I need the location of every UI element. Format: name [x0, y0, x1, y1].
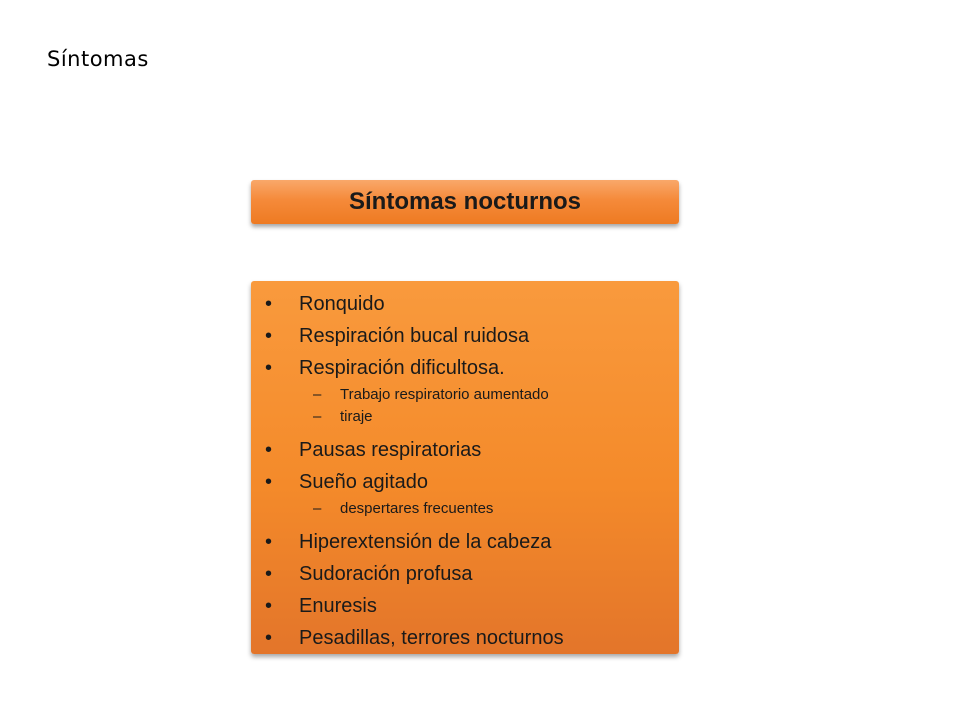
list-item	[251, 558, 679, 590]
list-item-text: Sudoración profusa	[299, 563, 473, 585]
list-item-text: Hiperextensión de la cabeza	[299, 531, 552, 553]
list-item-text: Ronquido	[299, 293, 385, 315]
dash-marker: –	[313, 386, 322, 403]
list-item-text: Pausas respiratorias	[299, 439, 482, 461]
slide-title: Síntomas	[47, 47, 149, 71]
bullet-marker: •	[265, 595, 273, 617]
heading-text: Síntomas nocturnos	[348, 188, 582, 215]
bullet-marker: •	[265, 293, 273, 315]
list-item	[251, 288, 679, 320]
list-item-text: Respiración dificultosa.	[299, 357, 505, 379]
symptom-list	[251, 288, 679, 654]
bullet-marker: •	[265, 471, 273, 493]
list-item	[251, 434, 679, 466]
sub-list-item-text: tiraje	[340, 408, 373, 425]
sub-list-item	[251, 384, 679, 406]
dash-marker: –	[313, 408, 322, 425]
sub-list-item-text: despertares frecuentes	[340, 500, 494, 517]
list-item	[251, 352, 679, 384]
list-item-text: Respiración bucal ruidosa	[299, 325, 530, 347]
bullet-marker: •	[265, 357, 273, 379]
sub-list-item	[251, 498, 679, 520]
sub-list-item-text: Trabajo respiratorio aumentado	[340, 386, 549, 403]
list-item	[251, 526, 679, 558]
list-item-text: Sueño agitado	[299, 471, 429, 493]
list-item-text: Enuresis	[299, 595, 377, 617]
list-item	[251, 622, 679, 654]
heading-box	[251, 180, 679, 224]
symptom-list-box	[251, 281, 679, 654]
dash-marker: –	[313, 500, 322, 517]
sub-list-item	[251, 406, 679, 428]
list-item	[251, 590, 679, 622]
bullet-marker: •	[265, 325, 273, 347]
bullet-marker: •	[265, 439, 273, 461]
bullet-marker: •	[265, 563, 273, 585]
list-item-text: Pesadillas, terrores nocturnos	[299, 627, 564, 649]
list-item	[251, 320, 679, 352]
bullet-marker: •	[265, 627, 273, 649]
list-item	[251, 466, 679, 498]
bullet-marker: •	[265, 531, 273, 553]
